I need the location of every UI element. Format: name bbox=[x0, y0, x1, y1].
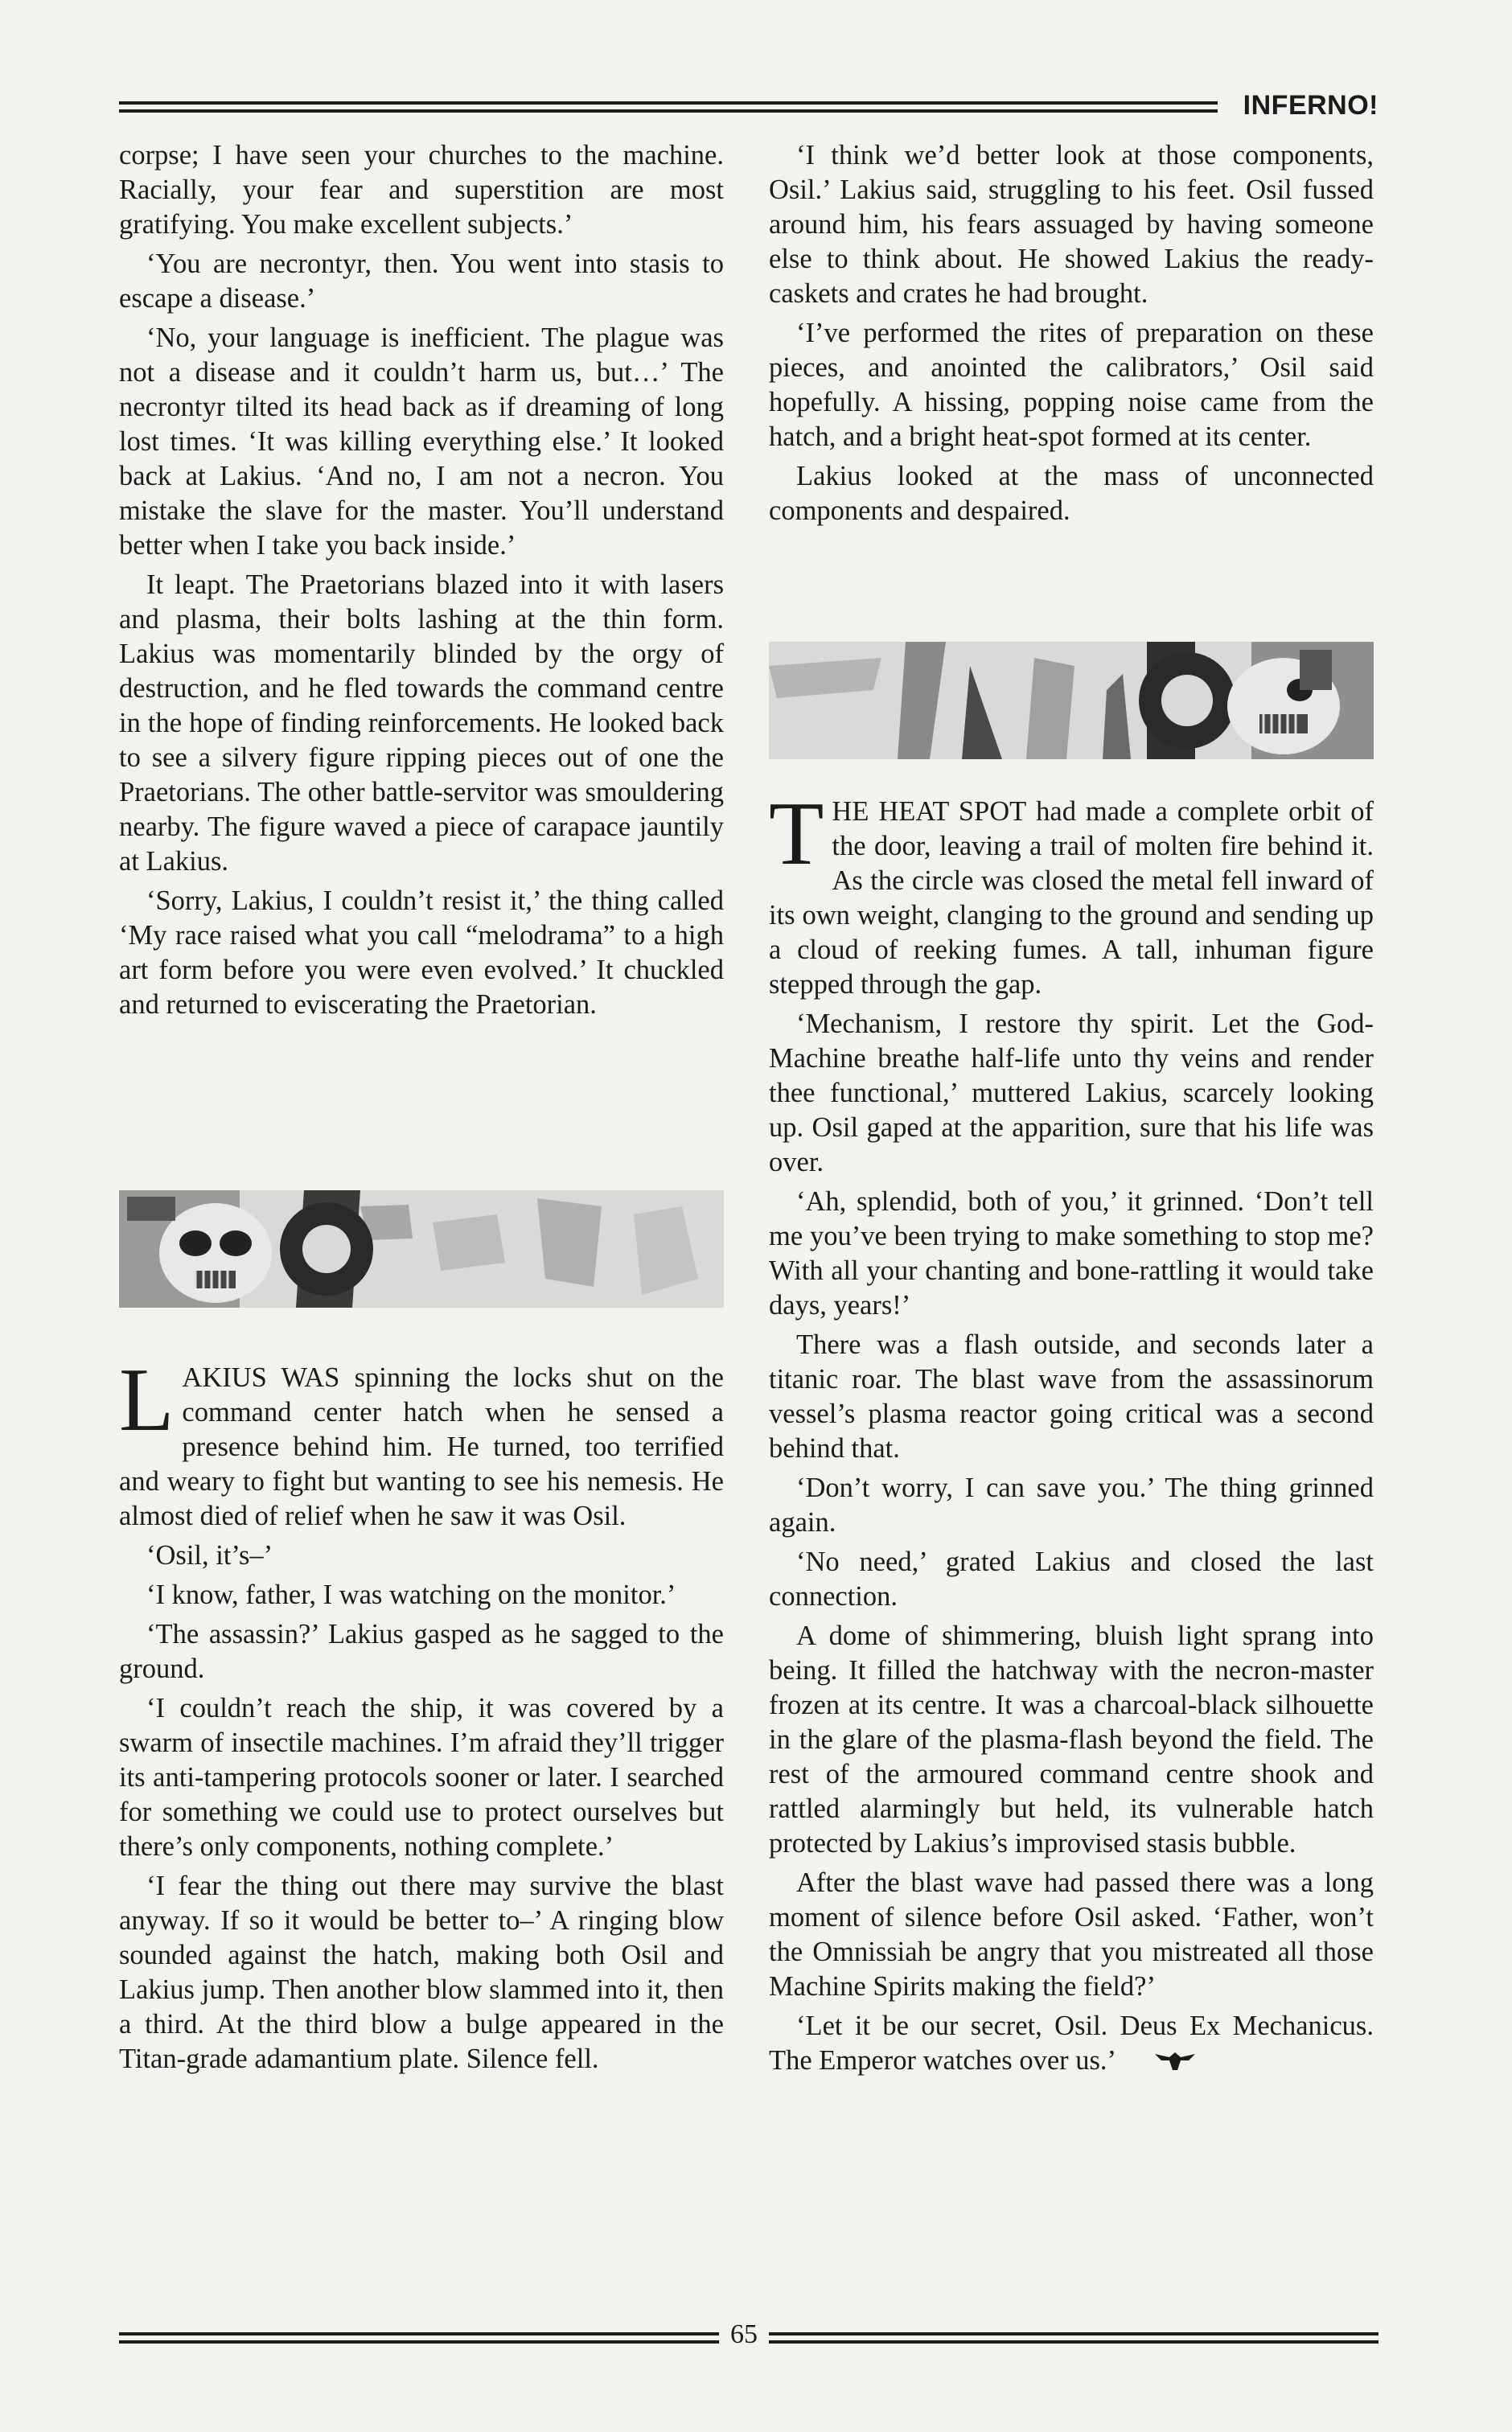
paragraph: A dome of shimmering, bluish light sprang into being. It filled the hatchway with the necron-master frozen at its centre. It was a charcoal-black silhouette in the glare of the plasma-flash beyond the field. The rest of the armoured command centre shook and rattled alarmingly but held, its vulnerable hatch protected by Lakius’s improvised stasis bubble. bbox=[769, 1621, 1374, 1859]
paragraph: ‘No need,’ grated Lakius and closed the last connection. bbox=[769, 1547, 1374, 1612]
paragraph: ‘You are necrontyr, then. You went into stasis to escape a disease.’ bbox=[119, 249, 724, 314]
paragraph: ‘Ah, splendid, both of you,’ it grinned. ‘Don’t tell me you’ve been trying to make something to stop me? With all your chanting and bone-rattling it would take days, years!’ bbox=[769, 1186, 1374, 1321]
right-column-top bbox=[769, 138, 1374, 533]
opening-text: had made a complete orbit of the door, leaving a trail of molten fire behind it. As the circle was closed the metal fell inward of its own weight, clanging to the ground and sending up a cloud of reeking fumes. A tall, inhuman figure stepped through the gap. bbox=[769, 796, 1374, 1000]
final-paragraph bbox=[769, 2009, 1374, 2081]
paragraph: ‘Sorry, Lakius, I couldn’t resist it,’ the thing called ‘My race raised what you call “melodrama” to a high art form before you were even evolved.’ It chuckled and returned to eviscerating the Praetorian. bbox=[119, 885, 724, 1020]
drop-cap: L bbox=[119, 1350, 175, 1450]
paragraph: After the blast wave had passed there was a long moment of silence before Osil asked. ‘Father, won’t the Omnissiah be angry that you mistreated all those Machine Spirits making the field?’ bbox=[769, 1867, 1374, 2002]
paragraph: Lakius looked at the mass of unconnected components and despaired. bbox=[769, 461, 1374, 526]
footer-rule-right bbox=[769, 2332, 1378, 2344]
drop-cap: T bbox=[769, 784, 824, 884]
paragraph: corpse; I have seen your churches to the machine. Racially, your fear and superstition are most gratifying. You make excellent subjects.’ bbox=[119, 140, 724, 240]
magazine-title: INFERNO! bbox=[1243, 90, 1378, 121]
cog-skull-banner-icon bbox=[769, 642, 1374, 759]
paragraph: There was a flash outside, and seconds later a titanic roar. The blast wave from the assassinorum vessel’s plasma reactor going critical was a second behind that. bbox=[769, 1329, 1374, 1464]
paragraph: ‘I think we’d better look at those components, Osil.’ Lakius said, struggling to his feet. Osil fussed around him, his fears assuaged by having someone else to think about. He showed Lakius the ready-caskets and crates he had brought. bbox=[769, 140, 1374, 309]
paragraph: It leapt. The Praetorians blazed into it with lasers and plasma, their bolts lashing at the thin form. Lakius was momentarily blinded by the orgy of destruction, and he fled towards the command centre in the hope of finding reinforcements. He looked back to see a silvery figure ripping pieces out of one the Praetorians. The other battle-servitor was smouldering nearby. The figure waved a piece of carapace jauntily at Lakius. bbox=[119, 569, 724, 877]
paragraph: ‘No, your language is inefficient. The plague was not a disease and it couldn’t harm us, but…’ The necrontyr tilted its head back as if dreaming of long lost times. ‘It was killing everything else.’ It looked back at Lakius. ‘And no, I am not a necron. You mistake the slave for the master. You’ll understand better when I take you back inside.’ bbox=[119, 322, 724, 561]
imperial-eagle-icon bbox=[1126, 2046, 1197, 2081]
paragraph: ‘I know, father, I was watching on the monitor.’ bbox=[146, 1580, 676, 1610]
header-double-rule bbox=[119, 101, 1218, 113]
paragraph: ‘Don’t worry, I can save you.’ The thing grinned again. bbox=[769, 1473, 1374, 1538]
skull-cog-banner-icon bbox=[119, 1190, 724, 1308]
left-column-section bbox=[119, 1350, 724, 2081]
small-caps-lead: HE HEAT SPOT bbox=[832, 796, 1027, 827]
footer-rule-left bbox=[119, 2332, 719, 2344]
paragraph: ‘Mechanism, I restore thy spirit. Let the God-Machine breathe half-life unto thy veins and render thee functional,’ muttered Lakius, scarcely looking up. Osil gaped at the apparition, sure that his life was over. bbox=[769, 1009, 1374, 1177]
small-caps-lead: AKIUS WAS bbox=[182, 1362, 340, 1393]
opening-text: spinning the locks shut on the command center hatch when he sensed a presence behind him. He turned, too terrified and weary to fight but wanting to see his nemesis. He almost died of relief when he saw it was Osil. bbox=[119, 1362, 724, 1531]
left-column-top bbox=[119, 138, 724, 1027]
final-text: ‘Let it be our secret, Osil. Deus Ex Mechanicus. The Emperor watches over us.’ bbox=[769, 2011, 1374, 2076]
page-header bbox=[119, 90, 1378, 122]
paragraph: ‘I’ve performed the rites of preparation on these pieces, and anointed the calibrators,’ Osil said hopefully. A hissing, popping noise came from the hatch, and a bright heat-spot formed at its center. bbox=[769, 318, 1374, 452]
paragraph: ‘I couldn’t reach the ship, it was covered by a swarm of insectile machines. I’m afraid they’ll trigger its anti-tampering protocols sooner or later. I searched for something we could use to protect ourselves but there’s only components, nothing complete.’ bbox=[119, 1693, 724, 1862]
right-column-section bbox=[769, 784, 1374, 2085]
paragraph: ‘I fear the thing out there may survive the blast anyway. If so it would be better to–’ A ringing blow sounded against the hatch, making both Osil and Lakius jump. Then another blow slammed into it, then a third. At the third blow a bulge appeared in the Titan-grade adamantium plate. Silence fell. bbox=[119, 1871, 724, 2074]
paragraph: ‘The assassin?’ Lakius gasped as he sagged to the ground. bbox=[119, 1619, 724, 1684]
page-number: 65 bbox=[730, 2319, 758, 2349]
section-opening-paragraph bbox=[769, 784, 1374, 1002]
section-opening-paragraph bbox=[119, 1350, 724, 1534]
paragraph: ‘Osil, it’s–’ bbox=[146, 1540, 273, 1571]
